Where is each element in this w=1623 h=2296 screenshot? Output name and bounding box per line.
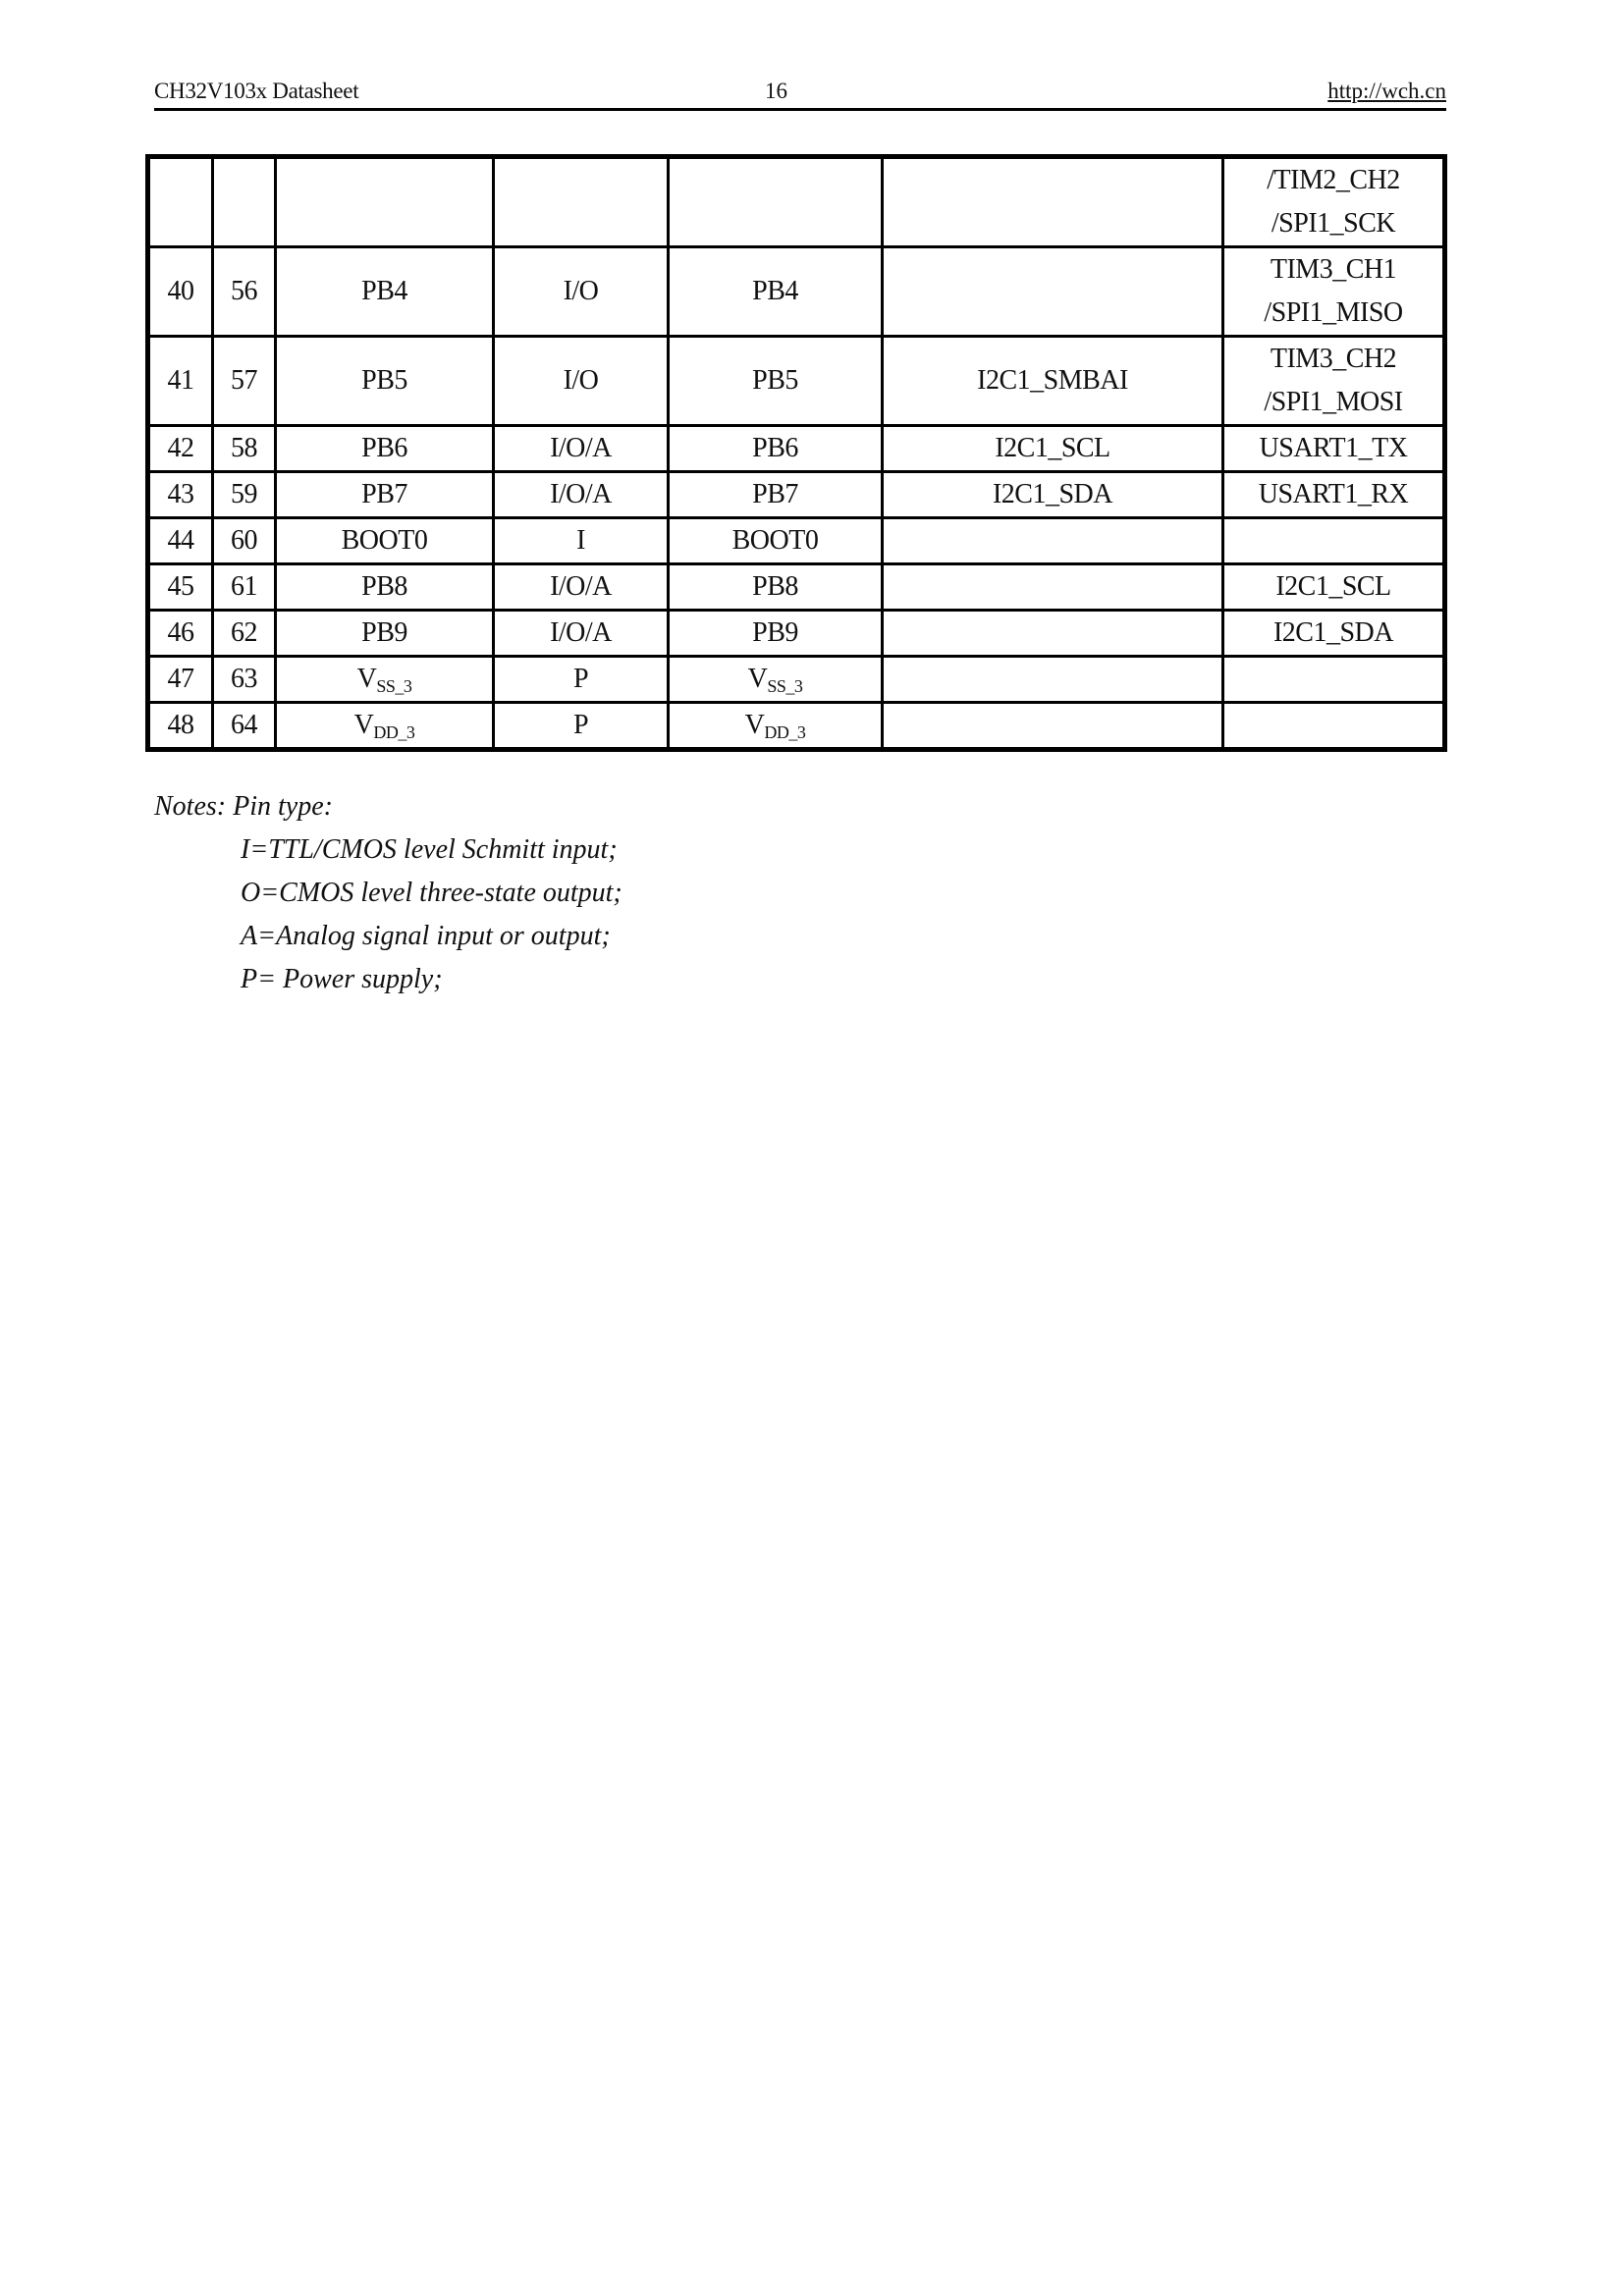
cell-pin-48: 43	[148, 472, 213, 518]
cell-pin-name	[276, 657, 494, 703]
table-row	[148, 157, 1445, 247]
table-row	[148, 247, 1445, 337]
cell-pin-48: 46	[148, 611, 213, 657]
cell-main-function: PB6	[669, 426, 883, 472]
cell-pin-48: 42	[148, 426, 213, 472]
cell-default-alt	[883, 657, 1223, 703]
symbol-subscript: DD_3	[764, 722, 806, 742]
cell-remap	[1223, 657, 1445, 703]
pin-type-notes	[154, 785, 622, 1001]
cell-pin-type: I/O/A	[494, 426, 669, 472]
cell-default-alt	[883, 564, 1223, 611]
remap-line: TIM3_CH1	[1270, 254, 1397, 285]
cell-pin-48: 40	[148, 247, 213, 337]
symbol-main: V	[356, 664, 377, 694]
cell-main-function: PB5	[669, 337, 883, 426]
cell-pin-name: PB8	[276, 564, 494, 611]
cell-pin-type: P	[494, 657, 669, 703]
cell-pin-64: 62	[213, 611, 276, 657]
symbol-subscript: SS_3	[767, 676, 803, 696]
cell-main-function: PB4	[669, 247, 883, 337]
cell-main-function: PB8	[669, 564, 883, 611]
cell-pin-48: 41	[148, 337, 213, 426]
symbol-main: V	[744, 710, 765, 740]
cell-remap	[1223, 518, 1445, 564]
remap-line: TIM3_CH2	[1270, 344, 1397, 374]
remap-line: /SPI1_SCK	[1271, 208, 1396, 239]
cell-pin-48	[148, 157, 213, 247]
note-item: A=Analog signal input or output;	[241, 921, 611, 951]
cell-pin-name: PB5	[276, 337, 494, 426]
cell-default-alt	[883, 157, 1223, 247]
remap-line: /SPI1_MOSI	[1264, 387, 1403, 417]
cell-pin-type: P	[494, 703, 669, 750]
cell-pin-name: PB6	[276, 426, 494, 472]
cell-remap	[1223, 337, 1445, 426]
table-row	[148, 611, 1445, 657]
cell-main-function	[669, 657, 883, 703]
cell-pin-name	[276, 703, 494, 750]
remap-line: /TIM2_CH2	[1267, 165, 1400, 195]
cell-remap: USART1_TX	[1223, 426, 1445, 472]
page-number: 16	[765, 79, 787, 103]
table-row	[148, 472, 1445, 518]
cell-default-alt: I2C1_SDA	[883, 472, 1223, 518]
cell-remap: I2C1_SDA	[1223, 611, 1445, 657]
table-row	[148, 426, 1445, 472]
cell-pin-64	[213, 157, 276, 247]
table-row	[148, 564, 1445, 611]
pin-table	[145, 154, 1447, 752]
cell-pin-name: PB9	[276, 611, 494, 657]
cell-pin-64: 63	[213, 657, 276, 703]
cell-pin-type: I/O	[494, 337, 669, 426]
cell-default-alt	[883, 611, 1223, 657]
document-title: CH32V103x Datasheet	[154, 79, 359, 103]
cell-pin-64: 58	[213, 426, 276, 472]
website-link[interactable]: http://wch.cn	[1327, 79, 1446, 103]
note-item: I=TTL/CMOS level Schmitt input;	[241, 834, 618, 865]
note-item: P= Power supply;	[241, 964, 443, 994]
symbol-subscript: DD_3	[373, 722, 415, 742]
cell-pin-64: 64	[213, 703, 276, 750]
cell-pin-64: 57	[213, 337, 276, 426]
symbol-subscript: SS_3	[376, 676, 412, 696]
cell-remap: I2C1_SCL	[1223, 564, 1445, 611]
cell-remap: USART1_RX	[1223, 472, 1445, 518]
cell-main-function: BOOT0	[669, 518, 883, 564]
cell-pin-type: I/O/A	[494, 564, 669, 611]
cell-pin-type: I/O/A	[494, 472, 669, 518]
cell-pin-48: 48	[148, 703, 213, 750]
table-row	[148, 518, 1445, 564]
cell-main-function	[669, 703, 883, 750]
cell-pin-name	[276, 157, 494, 247]
cell-pin-type: I/O	[494, 247, 669, 337]
cell-pin-name: PB7	[276, 472, 494, 518]
notes-heading: Notes: Pin type:	[154, 791, 333, 822]
cell-pin-48: 47	[148, 657, 213, 703]
cell-pin-64: 56	[213, 247, 276, 337]
page-header	[154, 79, 1446, 110]
symbol-main: V	[747, 664, 768, 694]
cell-pin-48: 45	[148, 564, 213, 611]
cell-default-alt	[883, 247, 1223, 337]
header-rule	[154, 108, 1446, 111]
cell-pin-64: 60	[213, 518, 276, 564]
cell-main-function: PB7	[669, 472, 883, 518]
cell-default-alt	[883, 703, 1223, 750]
cell-default-alt	[883, 518, 1223, 564]
cell-default-alt: I2C1_SMBAI	[883, 337, 1223, 426]
remap-line: /SPI1_MISO	[1264, 297, 1403, 328]
cell-default-alt: I2C1_SCL	[883, 426, 1223, 472]
note-item: O=CMOS level three-state output;	[241, 878, 622, 908]
cell-pin-name: BOOT0	[276, 518, 494, 564]
cell-pin-type: I	[494, 518, 669, 564]
cell-main-function	[669, 157, 883, 247]
cell-pin-name: PB4	[276, 247, 494, 337]
cell-remap	[1223, 157, 1445, 247]
symbol-main: V	[353, 710, 374, 740]
cell-pin-64: 61	[213, 564, 276, 611]
table-row	[148, 337, 1445, 426]
cell-pin-64: 59	[213, 472, 276, 518]
cell-remap	[1223, 247, 1445, 337]
cell-pin-48: 44	[148, 518, 213, 564]
cell-pin-type	[494, 157, 669, 247]
cell-main-function: PB9	[669, 611, 883, 657]
cell-pin-type: I/O/A	[494, 611, 669, 657]
table-row	[148, 657, 1445, 703]
table-row	[148, 703, 1445, 750]
cell-remap	[1223, 703, 1445, 750]
